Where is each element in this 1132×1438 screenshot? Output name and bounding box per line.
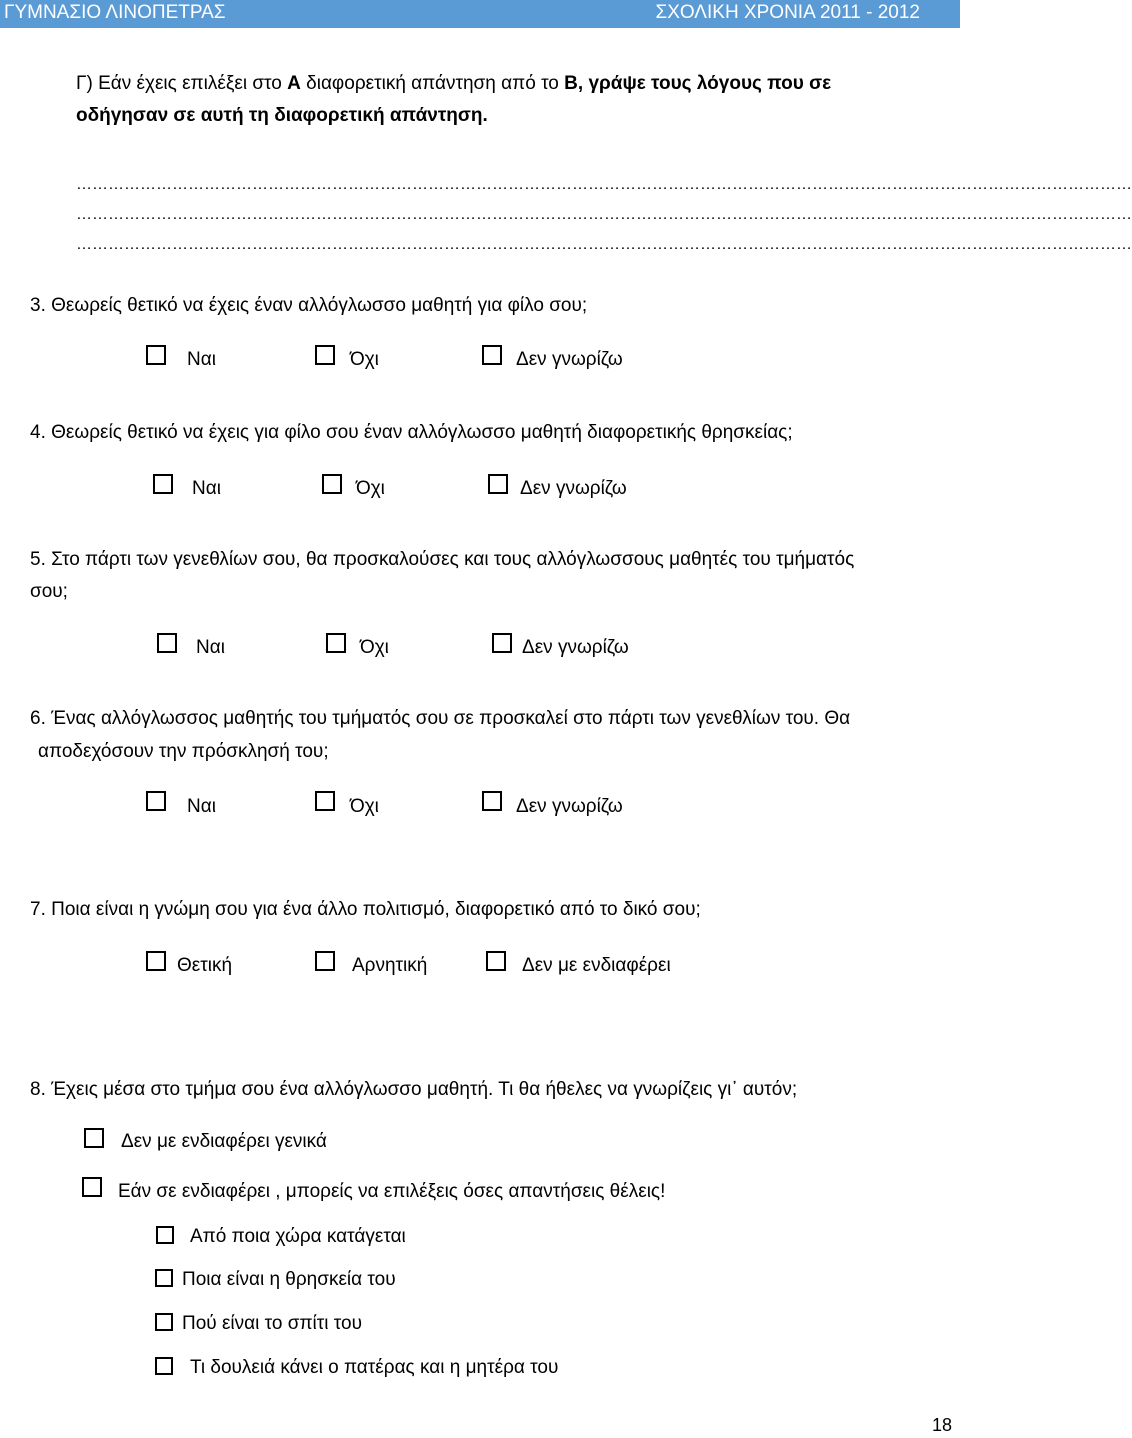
intro-line-2: οδήγησαν σε αυτή τη διαφορετική απάντηση. — [76, 105, 488, 126]
checkbox-q4-dont-know[interactable] — [488, 474, 508, 494]
question-3: 3. Θεωρείς θετικό να έχεις έναν αλλόγλωσσο μαθητή για φίλο σου; — [30, 295, 588, 316]
q7-option-negative: Αρνητική — [352, 955, 428, 976]
q4-option-no: Όχι — [356, 478, 385, 499]
school-name: ΓΥΜΝΑΣΙΟ ΛΙΝΟΠΕΤΡΑΣ — [4, 2, 226, 23]
checkbox-q8-religion[interactable] — [155, 1269, 173, 1287]
checkbox-q8-interested[interactable] — [82, 1177, 102, 1197]
q7-option-positive: Θετική — [177, 955, 233, 976]
q5-option-dont-know: Δεν γνωρίζω — [522, 637, 629, 658]
checkbox-q8-not-interested[interactable] — [84, 1128, 104, 1148]
q8-sub-option-parents-job: Τι δουλειά κάνει ο πατέρας και η μητέρα του — [190, 1357, 559, 1378]
checkbox-q7-positive[interactable] — [146, 951, 166, 971]
question-8: 8. Έχεις μέσα στο τμήμα σου ένα αλλόγλωσσο μαθητή. Τι θα ήθελες να γνωρίζεις γι᾽ αυτόν; — [30, 1079, 798, 1100]
q8-sub-option-country: Από ποια χώρα κατάγεται — [190, 1226, 406, 1247]
question-6-line-1: 6. Ένας αλλόγλωσσος μαθητής του τμήματός σου σε προσκαλεί στο πάρτι των γενεθλίων του. Θα — [30, 708, 851, 729]
q8-sub-option-home: Πού είναι το σπίτι του — [182, 1313, 362, 1334]
q4-option-dont-know: Δεν γνωρίζω — [520, 478, 627, 499]
checkbox-q8-country[interactable] — [156, 1226, 174, 1244]
q4-option-yes: Ναι — [192, 478, 221, 499]
page-header — [0, 0, 960, 28]
checkbox-q8-parents-job[interactable] — [155, 1357, 173, 1375]
answer-line-2[interactable]: ……………………………………………………………………………………………………………………………………………………………………………… — [76, 206, 1132, 223]
q6-option-yes: Ναι — [187, 796, 216, 817]
answer-line-3[interactable]: ……………………………………………………………………………………………………………………………………………………………………………… — [76, 236, 1132, 253]
checkbox-q3-no[interactable] — [315, 345, 335, 365]
school-year: ΣΧΟΛΙΚΗ ΧΡΟΝΙΑ 2011 - 2012 — [655, 2, 920, 23]
q7-option-not-interested: Δεν με ενδιαφέρει — [522, 955, 671, 976]
checkbox-q3-dont-know[interactable] — [482, 345, 502, 365]
intro-line-1: Γ) Εάν έχεις επιλέξει στο Α διαφορετική απάντηση από το Β, γράψε τους λόγους που σε — [76, 73, 832, 94]
q8-option-not-interested: Δεν με ενδιαφέρει γενικά — [121, 1131, 327, 1152]
q3-option-dont-know: Δεν γνωρίζω — [516, 349, 623, 370]
checkbox-q5-dont-know[interactable] — [492, 633, 512, 653]
checkbox-q6-yes[interactable] — [146, 791, 166, 811]
q3-option-no: Όχι — [350, 349, 379, 370]
checkbox-q7-not-interested[interactable] — [486, 951, 506, 971]
q5-option-yes: Ναι — [196, 637, 225, 658]
answer-line-1[interactable]: ……………………………………………………………………………………………………………………………………………………………………………… — [76, 176, 1132, 193]
q5-option-no: Όχι — [360, 637, 389, 658]
question-5-line-1: 5. Στο πάρτι των γενεθλίων σου, θα προσκαλούσες και τους αλλόγλωσσους μαθητές του τμήματός — [30, 549, 855, 570]
question-4: 4. Θεωρείς θετικό να έχεις για φίλο σου έναν αλλόγλωσσο μαθητή διαφορετικής θρησκείας; — [30, 422, 793, 443]
page-number: 18 — [931, 1415, 952, 1435]
q3-option-yes: Ναι — [187, 349, 216, 370]
checkbox-q6-dont-know[interactable] — [482, 791, 502, 811]
checkbox-q6-no[interactable] — [315, 791, 335, 811]
q8-option-interested: Εάν σε ενδιαφέρει , μπορείς να επιλέξεις όσες απαντήσεις θέλεις! — [118, 1181, 666, 1202]
checkbox-q4-yes[interactable] — [153, 474, 173, 494]
q6-option-dont-know: Δεν γνωρίζω — [516, 796, 623, 817]
question-6-line-2: αποδεχόσουν την πρόσκλησή του; — [38, 741, 329, 762]
question-7: 7. Ποια είναι η γνώμη σου για ένα άλλο πολιτισμό, διαφορετικό από το δικό σου; — [30, 899, 701, 920]
question-5-line-2: σου; — [30, 581, 68, 602]
checkbox-q8-home[interactable] — [155, 1313, 173, 1331]
checkbox-q5-yes[interactable] — [157, 633, 177, 653]
q8-sub-option-religion: Ποια είναι η θρησκεία του — [182, 1269, 396, 1290]
checkbox-q4-no[interactable] — [322, 474, 342, 494]
checkbox-q3-yes[interactable] — [146, 345, 166, 365]
q6-option-no: Όχι — [350, 796, 379, 817]
checkbox-q5-no[interactable] — [326, 633, 346, 653]
checkbox-q7-negative[interactable] — [315, 951, 335, 971]
